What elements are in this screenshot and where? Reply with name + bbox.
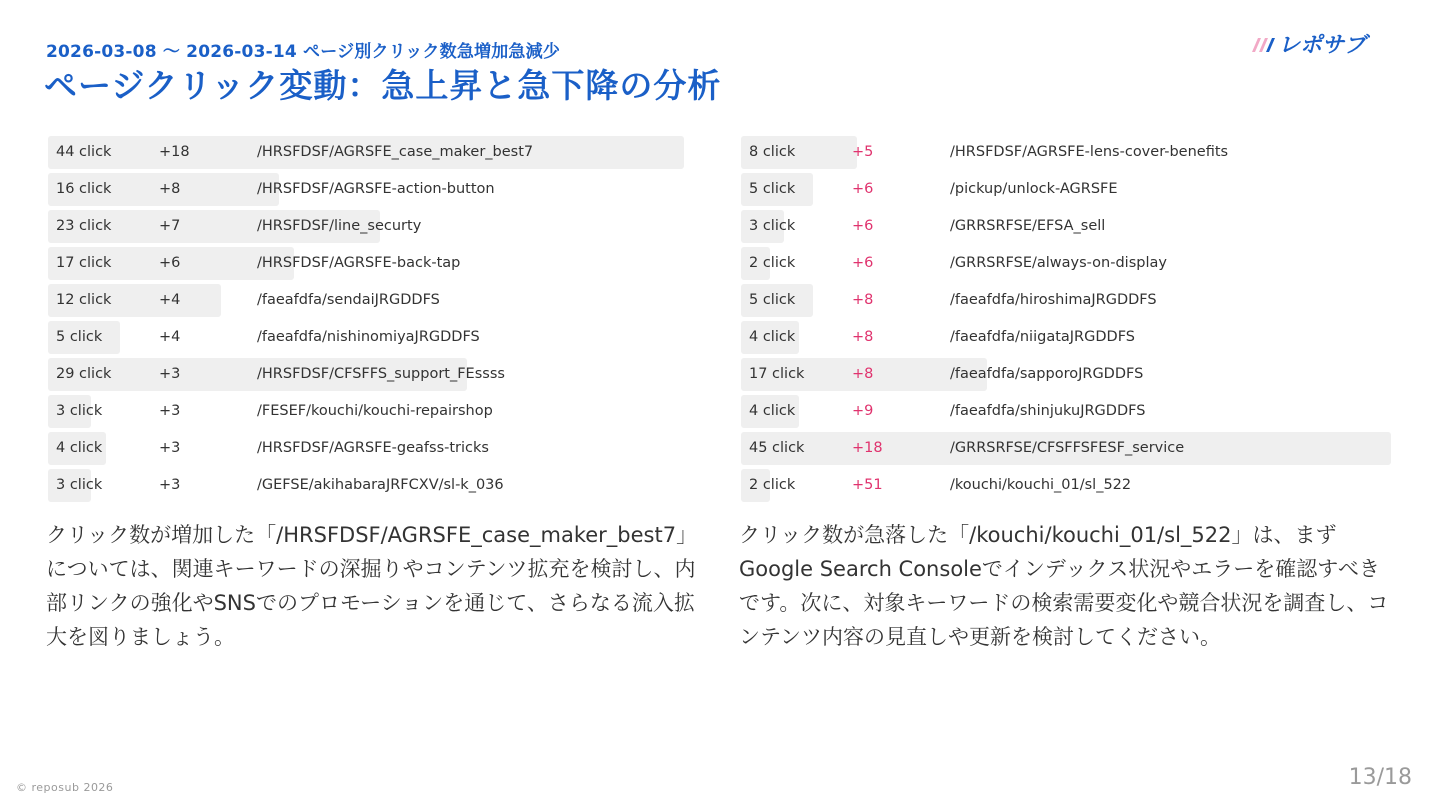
page-path: /HRSFDSF/AGRSFE_case_maker_best7 xyxy=(257,144,534,160)
page-title: ページクリック変動：急上昇と急下降の分析 xyxy=(44,66,722,105)
page-path: /HRSFDSF/AGRSFE-back-tap xyxy=(257,255,461,271)
page-number: 13/18 xyxy=(1348,765,1412,790)
click-delta: +18 xyxy=(852,440,883,456)
click-count: 44 click xyxy=(56,144,112,160)
table-row xyxy=(48,432,688,465)
logo-text: レポサブ xyxy=(1278,33,1367,58)
page-path: /HRSFDSF/AGRSFE-geafss-tricks xyxy=(257,440,489,456)
click-count: 3 click xyxy=(749,218,796,234)
increase-panel xyxy=(48,136,688,506)
page-path: /GRRSRFSE/always-on-display xyxy=(950,255,1167,271)
click-count: 45 click xyxy=(749,440,805,456)
page-path: /faeafdfa/niigataJRGDDFS xyxy=(950,329,1135,345)
click-delta: +6 xyxy=(852,218,874,234)
page-path: /faeafdfa/hiroshimaJRGDDFS xyxy=(950,292,1157,308)
page-path: /HRSFDSF/AGRSFE-action-button xyxy=(257,181,495,197)
click-count: 16 click xyxy=(56,181,112,197)
click-count: 17 click xyxy=(749,366,805,382)
page-path: /GRRSRFSE/EFSA_sell xyxy=(950,218,1106,234)
logo-mark-icon xyxy=(1248,28,1410,58)
click-count: 23 click xyxy=(56,218,112,234)
click-count: 12 click xyxy=(56,292,112,308)
click-delta: +4 xyxy=(159,329,181,345)
click-delta: +6 xyxy=(852,181,874,197)
increase-comment: クリック数が増加した「/HRSFDSF/AGRSFE_case_maker_best7」については、関連キーワードの深掘りやコンテンツ拡充を検討し、内部リンクの強化やSNSでのプロモーションを通じて、さらなる流入拡大を図りましょう。 xyxy=(46,523,698,649)
click-delta: +6 xyxy=(159,255,181,271)
click-count: 3 click xyxy=(56,403,103,419)
brand-logo xyxy=(1248,28,1410,58)
click-delta: +3 xyxy=(159,477,181,493)
table-row xyxy=(741,395,1393,428)
table-row xyxy=(741,210,1393,243)
table-row xyxy=(48,247,688,280)
table-row xyxy=(48,173,688,206)
page-path: /pickup/unlock-AGRSFE xyxy=(950,181,1118,197)
click-delta: +7 xyxy=(159,218,181,234)
click-delta: +4 xyxy=(159,292,181,308)
table-row xyxy=(48,358,688,391)
click-count: 29 click xyxy=(56,366,112,382)
click-count: 3 click xyxy=(56,477,103,493)
table-row xyxy=(48,210,688,243)
page-path: /HRSFDSF/line_securty xyxy=(257,218,422,234)
page-path: /faeafdfa/nishinomiyaJRGDDFS xyxy=(257,329,480,345)
page-path: /faeafdfa/shinjukuJRGDDFS xyxy=(950,403,1146,419)
click-delta: +6 xyxy=(852,255,874,271)
table-row xyxy=(741,432,1393,465)
click-delta: +8 xyxy=(159,181,181,197)
click-count: 2 click xyxy=(749,255,796,271)
decrease-comment: クリック数が急落した「/kouchi/kouchi_01/sl_522」は、まずGoogle Search Consoleでインデックス状況やエラーを確認すべきです。次に、対象キーワードの検索需要変化や競合状況を調査し、コンテンツ内容の見直しや更新を検討してください。 xyxy=(739,523,1389,649)
table-row xyxy=(741,469,1393,502)
table-row xyxy=(48,469,688,502)
click-delta: +8 xyxy=(852,329,874,345)
page-path: /GRRSRFSE/CFSFFSFESF_service xyxy=(950,440,1185,456)
table-row xyxy=(741,321,1393,354)
table-row xyxy=(741,284,1393,317)
table-row xyxy=(741,358,1393,391)
table-row xyxy=(48,321,688,354)
click-delta: +8 xyxy=(852,366,874,382)
table-row xyxy=(48,395,688,428)
click-count: 5 click xyxy=(749,292,796,308)
table-row xyxy=(741,173,1393,206)
page-path: /HRSFDSF/CFSFFS_support_FEssss xyxy=(257,366,505,382)
click-count: 2 click xyxy=(749,477,796,493)
page-path: /faeafdfa/sendaiJRGDDFS xyxy=(257,292,440,308)
table-row xyxy=(741,136,1393,169)
click-count: 5 click xyxy=(56,329,103,345)
decrease-panel xyxy=(741,136,1393,506)
page-path: /HRSFDSF/AGRSFE-lens-cover-benefits xyxy=(950,144,1229,160)
page-path: /GEFSE/akihabaraJRFCXV/sl-k_036 xyxy=(257,477,504,493)
click-delta: +3 xyxy=(159,403,181,419)
click-count: 17 click xyxy=(56,255,112,271)
click-delta: +51 xyxy=(852,477,883,493)
click-delta: +9 xyxy=(852,403,874,419)
click-count: 8 click xyxy=(749,144,796,160)
table-row xyxy=(741,247,1393,280)
page-path: /faeafdfa/sapporoJRGDDFS xyxy=(950,366,1144,382)
click-count: 4 click xyxy=(56,440,103,456)
page-path: /FESEF/kouchi/kouchi-repairshop xyxy=(257,403,493,419)
click-count: 5 click xyxy=(749,181,796,197)
click-delta: +18 xyxy=(159,144,190,160)
click-count: 4 click xyxy=(749,403,796,419)
click-delta: +3 xyxy=(159,366,181,382)
click-delta: +3 xyxy=(159,440,181,456)
click-count: 4 click xyxy=(749,329,796,345)
table-row xyxy=(48,284,688,317)
page-path: /kouchi/kouchi_01/sl_522 xyxy=(950,477,1132,493)
table-row xyxy=(48,136,688,169)
copyright: © reposub 2026 xyxy=(16,781,114,794)
report-subtitle: 2026-03-08 〜 2026-03-14 ページ別クリック数急増加急減少 xyxy=(46,42,561,62)
click-delta: +8 xyxy=(852,292,874,308)
click-delta: +5 xyxy=(852,144,874,160)
